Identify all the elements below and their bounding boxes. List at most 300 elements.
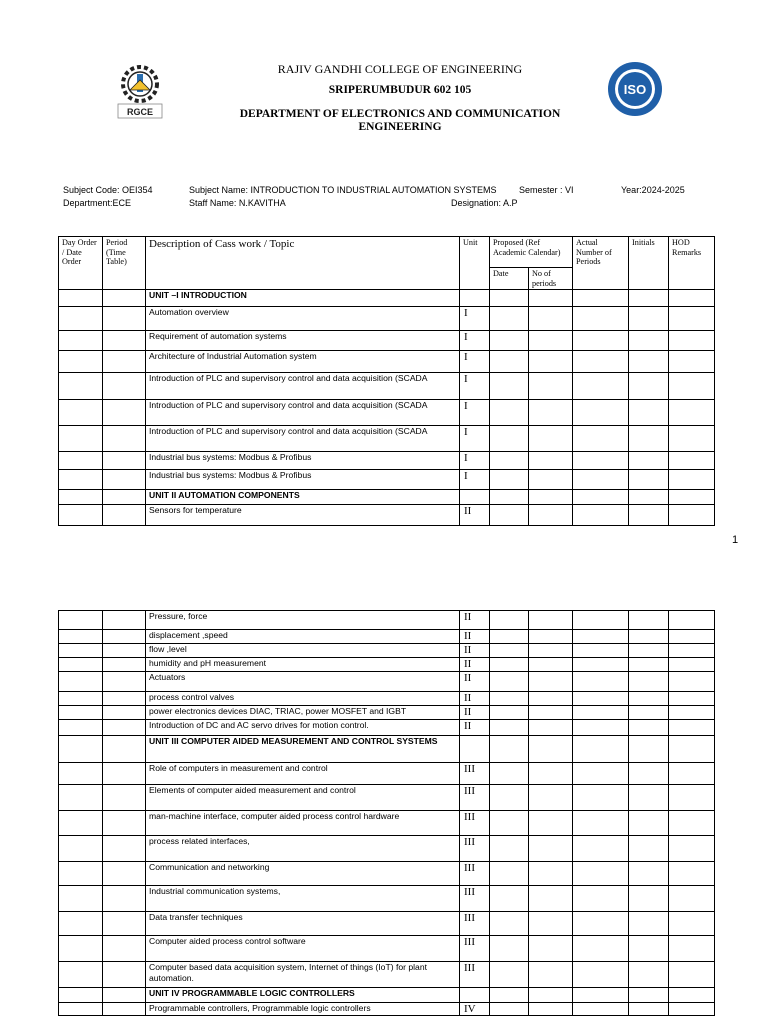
topic-cell: UNIT III COMPUTER AIDED MEASUREMENT AND CONTROL SYSTEMS — [146, 736, 460, 763]
empty-cell — [573, 988, 629, 1003]
empty-cell — [490, 644, 529, 658]
unit-cell: III — [460, 962, 490, 988]
empty-cell — [529, 720, 573, 736]
empty-cell — [103, 720, 146, 736]
empty-cell — [490, 630, 529, 644]
table-row — [59, 706, 715, 720]
empty-cell — [103, 426, 146, 452]
empty-cell — [629, 706, 669, 720]
empty-cell — [573, 452, 629, 470]
staff-name: Staff Name: N.KAVITHA — [189, 198, 286, 208]
empty-cell — [573, 290, 629, 307]
unit-heading-row — [59, 290, 715, 307]
empty-cell — [629, 672, 669, 692]
table-body-page-1 — [59, 290, 715, 526]
empty-cell — [573, 886, 629, 912]
table-row — [59, 630, 715, 644]
topic-cell: humidity and pH measurement — [146, 658, 460, 672]
empty-cell — [59, 307, 103, 331]
topic-cell: process control valves — [146, 692, 460, 706]
empty-cell — [573, 644, 629, 658]
unit-cell: I — [460, 307, 490, 331]
unit-cell: II — [460, 644, 490, 658]
empty-cell — [629, 470, 669, 490]
empty-cell — [669, 307, 715, 331]
unit-cell: III — [460, 785, 490, 811]
col-initials: Initials — [629, 237, 669, 290]
empty-cell — [59, 720, 103, 736]
empty-cell — [529, 611, 573, 630]
empty-cell — [573, 672, 629, 692]
empty-cell — [59, 692, 103, 706]
empty-cell — [490, 886, 529, 912]
empty-cell — [529, 692, 573, 706]
empty-cell — [59, 351, 103, 373]
empty-cell — [669, 706, 715, 720]
empty-cell — [669, 470, 715, 490]
empty-cell — [529, 426, 573, 452]
empty-cell — [490, 692, 529, 706]
empty-cell — [490, 785, 529, 811]
empty-cell — [59, 400, 103, 426]
empty-cell — [573, 736, 629, 763]
empty-cell — [490, 331, 529, 351]
table-row — [59, 962, 715, 988]
empty-cell — [103, 644, 146, 658]
empty-cell — [490, 862, 529, 886]
table-row — [59, 351, 715, 373]
empty-cell — [629, 452, 669, 470]
empty-cell — [59, 470, 103, 490]
empty-cell — [573, 962, 629, 988]
lesson-plan-table-page-2 — [58, 610, 715, 1016]
subject-code: Subject Code: OEI354 — [63, 185, 153, 195]
topic-cell: Pressure, force — [146, 611, 460, 630]
academic-year: Year:2024-2025 — [621, 185, 685, 195]
topic-cell: Architecture of Industrial Automation system — [146, 351, 460, 373]
table-row — [59, 331, 715, 351]
topic-cell: Actuators — [146, 672, 460, 692]
table-row — [59, 611, 715, 630]
empty-cell — [629, 644, 669, 658]
empty-cell — [59, 490, 103, 505]
empty-cell — [103, 736, 146, 763]
col-proposed-date: Date — [490, 268, 529, 290]
topic-cell: Communication and networking — [146, 862, 460, 886]
empty-cell — [59, 505, 103, 526]
empty-cell — [59, 736, 103, 763]
empty-cell — [490, 426, 529, 452]
empty-cell — [59, 912, 103, 936]
empty-cell — [490, 1003, 529, 1016]
empty-cell — [573, 351, 629, 373]
empty-cell — [629, 862, 669, 886]
col-actual: Actual Number of Periods — [573, 237, 629, 290]
empty-cell — [59, 644, 103, 658]
empty-cell — [669, 763, 715, 785]
topic-cell: Data transfer techniques — [146, 912, 460, 936]
topic-cell: Introduction of PLC and supervisory control and data acquisition (SCADA — [146, 426, 460, 452]
empty-cell — [529, 630, 573, 644]
empty-cell — [669, 692, 715, 706]
empty-cell — [669, 658, 715, 672]
empty-cell — [669, 720, 715, 736]
topic-cell: Industrial communication systems, — [146, 886, 460, 912]
empty-cell — [59, 426, 103, 452]
empty-cell — [103, 672, 146, 692]
empty-cell — [103, 811, 146, 836]
empty-cell — [629, 373, 669, 400]
department-label: Department:ECE — [63, 198, 132, 208]
empty-cell — [490, 658, 529, 672]
empty-cell — [529, 307, 573, 331]
table-row — [59, 672, 715, 692]
empty-cell — [59, 988, 103, 1003]
empty-cell — [669, 936, 715, 962]
empty-cell — [573, 936, 629, 962]
page-number: 1 — [732, 534, 739, 546]
empty-cell — [103, 692, 146, 706]
empty-cell — [59, 811, 103, 836]
empty-cell — [59, 706, 103, 720]
empty-cell — [529, 672, 573, 692]
empty-cell — [529, 763, 573, 785]
topic-cell: UNIT –I INTRODUCTION — [146, 290, 460, 307]
empty-cell — [669, 490, 715, 505]
table-row — [59, 936, 715, 962]
empty-cell — [669, 611, 715, 630]
topic-cell: Introduction of PLC and supervisory control and data acquisition (SCADA — [146, 400, 460, 426]
empty-cell — [59, 452, 103, 470]
empty-cell — [669, 1003, 715, 1016]
unit-heading-row — [59, 490, 715, 505]
empty-cell — [529, 988, 573, 1003]
empty-cell — [529, 351, 573, 373]
unit-cell: I — [460, 373, 490, 400]
empty-cell — [573, 785, 629, 811]
empty-cell — [103, 452, 146, 470]
table-row — [59, 400, 715, 426]
unit-cell: II — [460, 720, 490, 736]
unit-cell: III — [460, 836, 490, 862]
empty-cell — [573, 331, 629, 351]
empty-cell — [103, 706, 146, 720]
lesson-plan-table-page-1 — [58, 236, 715, 526]
svg-text:ISO: ISO — [623, 82, 647, 97]
topic-cell: Programmable controllers, Programmable logic controllers — [146, 1003, 460, 1016]
empty-cell — [490, 811, 529, 836]
empty-cell — [59, 658, 103, 672]
unit-cell: I — [460, 400, 490, 426]
unit-cell: III — [460, 811, 490, 836]
unit-cell: III — [460, 862, 490, 886]
empty-cell — [573, 630, 629, 644]
iso-logo — [606, 60, 664, 118]
empty-cell — [103, 331, 146, 351]
empty-cell — [490, 452, 529, 470]
empty-cell — [490, 505, 529, 526]
empty-cell — [629, 307, 669, 331]
empty-cell — [529, 452, 573, 470]
unit-heading-row — [59, 988, 715, 1003]
topic-cell: Role of computers in measurement and control — [146, 763, 460, 785]
empty-cell — [490, 763, 529, 785]
empty-cell — [103, 763, 146, 785]
empty-cell — [573, 505, 629, 526]
empty-cell — [573, 611, 629, 630]
empty-cell — [629, 505, 669, 526]
table-row — [59, 426, 715, 452]
topic-cell: Industrial bus systems: Modbus & Profibus — [146, 452, 460, 470]
empty-cell — [59, 886, 103, 912]
unit-cell: IV — [460, 1003, 490, 1016]
empty-cell — [59, 373, 103, 400]
empty-cell — [103, 490, 146, 505]
empty-cell — [103, 373, 146, 400]
unit-cell: II — [460, 505, 490, 526]
empty-cell — [103, 988, 146, 1003]
empty-cell — [629, 290, 669, 307]
empty-cell — [529, 290, 573, 307]
empty-cell — [529, 706, 573, 720]
table-row — [59, 505, 715, 526]
col-hod-remarks: HOD Remarks — [669, 237, 715, 290]
table-row — [59, 836, 715, 862]
empty-cell — [629, 811, 669, 836]
empty-cell — [529, 862, 573, 886]
empty-cell — [490, 962, 529, 988]
topic-cell: flow ,level — [146, 644, 460, 658]
empty-cell — [573, 706, 629, 720]
empty-cell — [529, 373, 573, 400]
topic-cell: Sensors for temperature — [146, 505, 460, 526]
topic-cell: Introduction of DC and AC servo drives for motion control. — [146, 720, 460, 736]
unit-cell: I — [460, 351, 490, 373]
empty-cell — [103, 936, 146, 962]
empty-cell — [103, 611, 146, 630]
empty-cell — [573, 836, 629, 862]
empty-cell — [573, 307, 629, 331]
empty-cell — [669, 736, 715, 763]
empty-cell — [490, 736, 529, 763]
empty-cell — [103, 351, 146, 373]
topic-cell: UNIT IV PROGRAMMABLE LOGIC CONTROLLERS — [146, 988, 460, 1003]
empty-cell — [573, 763, 629, 785]
unit-cell — [460, 290, 490, 307]
semester: Semester : VI — [519, 185, 574, 195]
topic-cell: power electronics devices DIAC, TRIAC, power MOSFET and IGBT — [146, 706, 460, 720]
department-title: DEPARTMENT OF ELECTRONICS AND COMMUNICATION ENGINEERING — [239, 108, 561, 133]
unit-cell: III — [460, 912, 490, 936]
topic-cell: Computer aided process control software — [146, 936, 460, 962]
empty-cell — [103, 307, 146, 331]
topic-cell: man-machine interface, computer aided process control hardware — [146, 811, 460, 836]
topic-cell: Computer based data acquisition system, Internet of things (IoT) for plant automation. — [146, 962, 460, 988]
empty-cell — [103, 505, 146, 526]
empty-cell — [529, 886, 573, 912]
empty-cell — [529, 1003, 573, 1016]
empty-cell — [103, 400, 146, 426]
empty-cell — [669, 452, 715, 470]
unit-cell: I — [460, 452, 490, 470]
unit-cell — [460, 490, 490, 505]
empty-cell — [59, 936, 103, 962]
subject-name: Subject Name: INTRODUCTION TO INDUSTRIAL AUTOMATION SYSTEMS — [189, 185, 497, 195]
empty-cell — [59, 785, 103, 811]
table-row — [59, 452, 715, 470]
empty-cell — [490, 373, 529, 400]
empty-cell — [629, 611, 669, 630]
college-name: RAJIV GANDHI COLLEGE OF ENGINEERING — [277, 62, 523, 76]
topic-cell: Elements of computer aided measurement and control — [146, 785, 460, 811]
col-period: Period (Time Table) — [103, 237, 146, 290]
empty-cell — [59, 836, 103, 862]
topic-cell: UNIT II AUTOMATION COMPONENTS — [146, 490, 460, 505]
empty-cell — [529, 400, 573, 426]
empty-cell — [629, 785, 669, 811]
empty-cell — [529, 490, 573, 505]
empty-cell — [573, 426, 629, 452]
empty-cell — [103, 912, 146, 936]
empty-cell — [669, 644, 715, 658]
empty-cell — [573, 400, 629, 426]
unit-cell — [460, 736, 490, 763]
empty-cell — [669, 962, 715, 988]
empty-cell — [103, 290, 146, 307]
topic-cell: Automation overview — [146, 307, 460, 331]
unit-cell — [460, 988, 490, 1003]
empty-cell — [529, 658, 573, 672]
empty-cell — [529, 785, 573, 811]
table-row — [59, 373, 715, 400]
empty-cell — [59, 763, 103, 785]
empty-cell — [490, 836, 529, 862]
empty-cell — [669, 426, 715, 452]
unit-cell: III — [460, 763, 490, 785]
table-row — [59, 763, 715, 785]
topic-cell: displacement ,speed — [146, 630, 460, 644]
empty-cell — [573, 912, 629, 936]
empty-cell — [529, 962, 573, 988]
empty-cell — [629, 912, 669, 936]
unit-cell: III — [460, 886, 490, 912]
empty-cell — [490, 470, 529, 490]
empty-cell — [629, 720, 669, 736]
table-row — [59, 785, 715, 811]
empty-cell — [629, 988, 669, 1003]
unit-cell: II — [460, 672, 490, 692]
empty-cell — [629, 400, 669, 426]
empty-cell — [103, 630, 146, 644]
empty-cell — [669, 886, 715, 912]
empty-cell — [529, 836, 573, 862]
empty-cell — [490, 611, 529, 630]
topic-cell: Introduction of PLC and supervisory control and data acquisition (SCADA — [146, 373, 460, 400]
empty-cell — [573, 490, 629, 505]
col-day-order: Day Order / Date Order — [59, 237, 103, 290]
empty-cell — [669, 290, 715, 307]
col-proposed: Proposed (Ref Academic Calendar) — [490, 237, 573, 268]
empty-cell — [669, 912, 715, 936]
empty-cell — [669, 373, 715, 400]
table-row — [59, 307, 715, 331]
empty-cell — [490, 720, 529, 736]
empty-cell — [490, 490, 529, 505]
empty-cell — [529, 811, 573, 836]
empty-cell — [103, 1003, 146, 1016]
unit-cell: II — [460, 658, 490, 672]
empty-cell — [490, 936, 529, 962]
empty-cell — [669, 331, 715, 351]
empty-cell — [573, 720, 629, 736]
unit-cell: II — [460, 611, 490, 630]
unit-cell: I — [460, 470, 490, 490]
empty-cell — [629, 1003, 669, 1016]
table-body-page-2 — [59, 611, 715, 1016]
empty-cell — [629, 836, 669, 862]
empty-cell — [59, 290, 103, 307]
empty-cell — [629, 736, 669, 763]
empty-cell — [103, 886, 146, 912]
empty-cell — [669, 988, 715, 1003]
table-row — [59, 658, 715, 672]
empty-cell — [629, 658, 669, 672]
table-row — [59, 886, 715, 912]
empty-cell — [103, 785, 146, 811]
empty-cell — [490, 672, 529, 692]
empty-cell — [669, 630, 715, 644]
empty-cell — [529, 505, 573, 526]
topic-cell: process related interfaces, — [146, 836, 460, 862]
empty-cell — [669, 862, 715, 886]
unit-cell: II — [460, 630, 490, 644]
unit-heading-row — [59, 736, 715, 763]
empty-cell — [669, 672, 715, 692]
table-row — [59, 862, 715, 886]
unit-cell: I — [460, 331, 490, 351]
col-proposed-periods: No of periods — [529, 268, 573, 290]
table-row — [59, 720, 715, 736]
empty-cell — [629, 692, 669, 706]
empty-cell — [59, 962, 103, 988]
table-row — [59, 1003, 715, 1016]
empty-cell — [669, 811, 715, 836]
empty-cell — [629, 351, 669, 373]
unit-cell: II — [460, 692, 490, 706]
empty-cell — [59, 862, 103, 886]
empty-cell — [669, 351, 715, 373]
empty-cell — [490, 307, 529, 331]
empty-cell — [103, 962, 146, 988]
empty-cell — [59, 331, 103, 351]
unit-cell: II — [460, 706, 490, 720]
empty-cell — [669, 836, 715, 862]
empty-cell — [573, 1003, 629, 1016]
col-unit: Unit — [460, 237, 490, 290]
empty-cell — [490, 706, 529, 720]
empty-cell — [629, 936, 669, 962]
empty-cell — [573, 692, 629, 706]
empty-cell — [573, 658, 629, 672]
table-row — [59, 912, 715, 936]
empty-cell — [59, 630, 103, 644]
empty-cell — [103, 862, 146, 886]
empty-cell — [59, 672, 103, 692]
unit-cell: I — [460, 426, 490, 452]
empty-cell — [669, 505, 715, 526]
table-row — [59, 811, 715, 836]
topic-cell: Requirement of automation systems — [146, 331, 460, 351]
